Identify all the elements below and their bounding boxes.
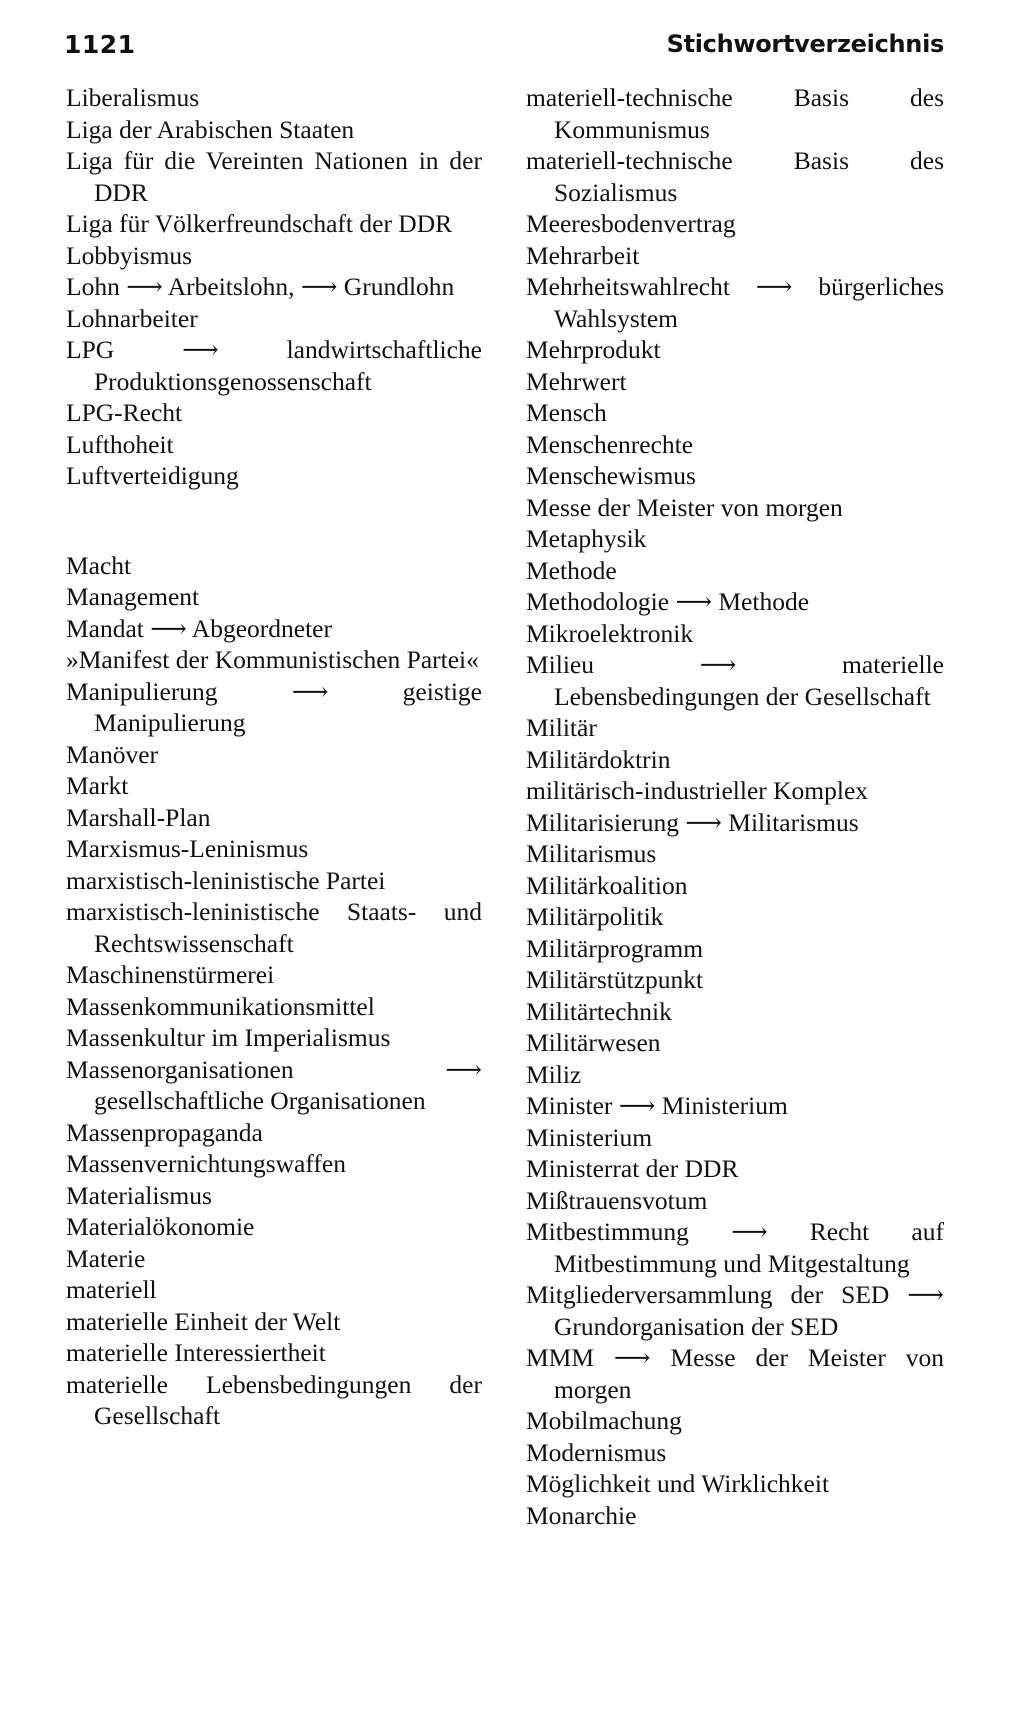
index-entry: marxistisch-leninistische Partei <box>66 865 386 895</box>
index-entry: MMM ⟶ Messe der Meister von morgen <box>526 1343 944 1404</box>
index-entry: Militarismus <box>526 839 657 868</box>
index-entry: Lobbyismus <box>66 240 193 270</box>
index-entry: Mißtrauensvotum <box>526 1185 708 1215</box>
index-entry: Milieu ⟶ materielle Lebensbedingungen der Gesellschaft <box>526 650 944 711</box>
index-entry: Möglichkeit und Wirklichkeit <box>526 1469 830 1498</box>
index-entry: materiell-technische Basis des Kommunismus <box>526 83 944 144</box>
index-entry: »Manifest der Kommunistischen Partei« <box>66 645 479 674</box>
index-entry: materielle Interessiertheit <box>66 1338 326 1367</box>
index-entry: Militarisierung ⟶ Militarismus <box>526 807 859 837</box>
index-entry: Materialökonomie <box>66 1212 255 1241</box>
index-entry: LPG ⟶ landwirtschaftliche Produktionsgenossenschaft <box>66 335 482 396</box>
index-entry: Massenorganisationen ⟶ gesellschaftliche Organisationen <box>66 1054 482 1115</box>
index-entry: Mehrheitswahlrecht ⟶ bürgerliches Wahlsystem <box>526 272 944 333</box>
index-entry: Mobilmachung <box>526 1406 682 1435</box>
index-entry: marxistisch-leninistische Staats- und Rechtswissenschaft <box>66 897 482 958</box>
index-entry: materielle Lebensbedingungen der Gesellschaft <box>66 1369 482 1430</box>
index-entry: Lohnarbeiter <box>66 303 198 333</box>
index-entry: Markt <box>66 771 129 800</box>
index-entry: Marxismus-Leninismus <box>66 834 309 863</box>
index-entry: Militärprogramm <box>526 933 704 963</box>
page-number: 1121 <box>64 30 136 59</box>
index-entry: Manipulierung ⟶ geistige Manipulierung <box>66 676 482 737</box>
index-entry: Luftverteidigung <box>66 461 239 490</box>
index-entry: Menschewismus <box>526 461 696 490</box>
index-entry: materielle Einheit der Welt <box>66 1306 341 1336</box>
index-entry: Manöver <box>66 739 159 769</box>
index-entry: Mitgliederversammlung der SED ⟶ Grundorganisation der SED <box>526 1280 944 1341</box>
index-entry: Liga für die Vereinten Nationen in der DDR <box>66 146 482 207</box>
index-entry: Militärdoktrin <box>526 744 671 774</box>
index-entry: LPG-Recht <box>66 398 183 427</box>
page-header <box>64 30 944 64</box>
index-entry: Massenvernichtungswaffen <box>66 1149 346 1178</box>
index-entry: Metaphysik <box>526 524 647 553</box>
index-entry: Minister ⟶ Ministerium <box>526 1091 788 1120</box>
index-entry: Militärwesen <box>526 1028 661 1057</box>
index-entry: Mitbestimmung ⟶ Recht auf Mitbestimmung und Mitgestaltung <box>526 1217 944 1278</box>
index-column-right <box>526 82 944 1531</box>
index-entry: Maschinenstürmerei <box>66 960 275 989</box>
index-entry: Mikroelektronik <box>526 618 694 648</box>
index-entry: Massenpropaganda <box>66 1117 263 1147</box>
index-entry: Modernismus <box>526 1437 667 1467</box>
index-entry: Militärtechnik <box>526 996 672 1026</box>
index-entry: Mehrwert <box>526 366 627 396</box>
index-entry: Liga der Arabischen Staaten <box>66 114 355 144</box>
index-entry: Mehrarbeit <box>526 240 640 270</box>
index-entry: Liga für Völkerfreundschaft der DDR <box>66 209 453 238</box>
index-entry: materiell <box>66 1275 157 1304</box>
index-entry: Methodologie ⟶ Methode <box>526 587 810 616</box>
index-entry: Marshall-Plan <box>66 802 211 832</box>
index-entry: Ministerium <box>526 1122 653 1152</box>
index-entry: Massenkommunikationsmittel <box>66 991 375 1021</box>
index-entry: Methode <box>526 555 617 585</box>
index-entry: Massenkultur im Imperialismus <box>66 1023 391 1052</box>
index-entry: Ministerrat der DDR <box>526 1154 739 1183</box>
index-entry: Mensch <box>526 398 607 427</box>
index-entry: Mehrprodukt <box>526 335 661 364</box>
index-entry: Meeresbodenvertrag <box>526 209 736 238</box>
index-entry: Menschenrechte <box>526 429 694 459</box>
index-column-left <box>66 82 482 1432</box>
index-entry: Militär <box>526 713 597 742</box>
index-entry: materiell-technische Basis des Sozialismus <box>526 146 944 207</box>
index-entry: Macht <box>66 550 132 580</box>
index-entry: Lohn ⟶ Arbeitslohn, ⟶ Grundlohn <box>66 272 455 301</box>
index-entry: Messe der Meister von morgen <box>526 492 843 522</box>
index-entry: Militärpolitik <box>526 902 664 931</box>
running-head: Stichwortverzeichnis <box>666 30 944 58</box>
index-entry: Management <box>66 582 200 611</box>
index-entry: Lufthoheit <box>66 429 174 459</box>
index-entry: Militärstützpunkt <box>526 965 704 994</box>
index-entry: Miliz <box>526 1059 582 1089</box>
index-entry: Materie <box>66 1243 146 1273</box>
index-entry: Liberalismus <box>66 83 200 112</box>
index-entry: Monarchie <box>526 1500 637 1530</box>
index-entry: Militärkoalition <box>526 870 688 900</box>
index-entry: Materialismus <box>66 1180 212 1210</box>
index-entry: militärisch-industrieller Komplex <box>526 776 869 805</box>
index-entry: Mandat ⟶ Abgeordneter <box>66 613 332 643</box>
